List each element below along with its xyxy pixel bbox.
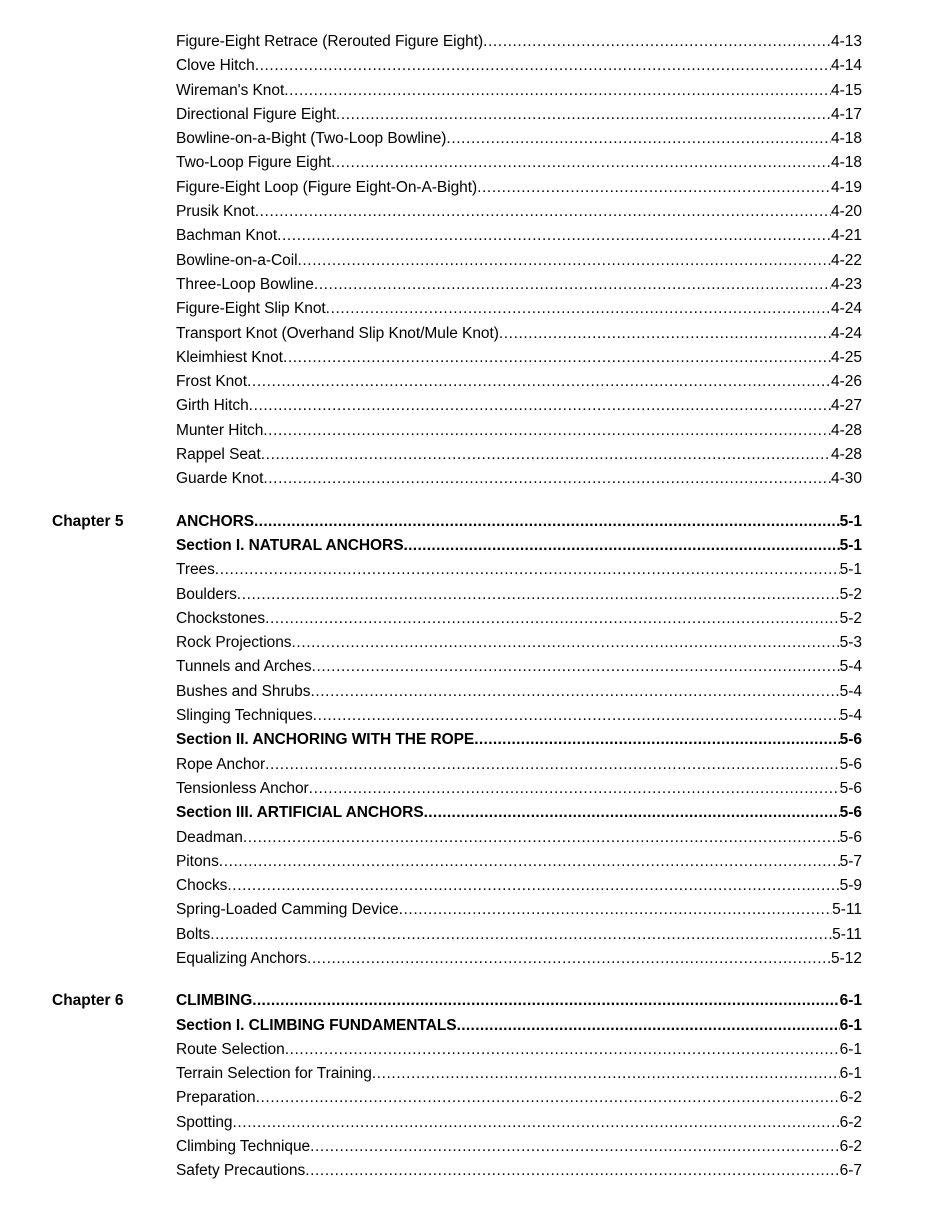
toc-page-number: 6-2 [839, 1138, 862, 1156]
leader-dots [399, 898, 833, 914]
toc-entry[interactable] [176, 322, 862, 346]
toc-entry[interactable] [176, 419, 862, 443]
leader-dots [372, 1062, 840, 1078]
leader-dots [310, 680, 839, 696]
toc-row[interactable] [52, 534, 862, 558]
toc-entry-title: Rock Projections [176, 634, 292, 652]
toc-entry[interactable] [176, 346, 862, 370]
toc-entry[interactable] [176, 297, 862, 321]
toc-row[interactable] [52, 989, 862, 1013]
toc-page-number: 5-12 [830, 949, 862, 967]
leader-dots [326, 297, 831, 313]
toc-row[interactable] [52, 370, 862, 394]
toc-row[interactable] [52, 30, 862, 54]
toc-entry-title: Wireman's Knot [176, 81, 285, 99]
leader-dots [219, 850, 840, 866]
toc-entry[interactable] [176, 655, 862, 679]
toc-page-number: 4-24 [830, 324, 862, 342]
leader-dots [297, 249, 830, 265]
toc-entry[interactable] [176, 30, 862, 54]
toc-row[interactable] [52, 850, 862, 874]
toc-page-number: 4-22 [830, 251, 862, 269]
toc-page-number: 5-4 [839, 658, 862, 676]
toc-page-number: 5-6 [839, 804, 862, 822]
leader-dots [477, 176, 831, 192]
toc-entry[interactable] [176, 680, 862, 704]
leader-dots [292, 631, 840, 647]
leader-dots [336, 103, 831, 119]
leader-dots [254, 510, 840, 526]
leader-dots [256, 1086, 840, 1102]
toc-entry-title: Two-Loop Figure Eight [176, 154, 331, 172]
toc-entry[interactable] [176, 777, 862, 801]
toc-entry[interactable] [176, 753, 862, 777]
toc-entry[interactable] [176, 923, 862, 947]
toc-row[interactable] [52, 1014, 862, 1038]
leader-dots [403, 534, 839, 550]
toc-row[interactable] [52, 607, 862, 631]
toc-entry[interactable] [176, 200, 862, 224]
leader-dots [263, 467, 831, 483]
toc-entry[interactable] [176, 631, 862, 655]
toc-page-number: 4-17 [830, 105, 862, 123]
toc-row[interactable] [52, 510, 862, 534]
toc-page-number: 4-25 [830, 348, 862, 366]
toc-row[interactable] [52, 419, 862, 443]
toc-row[interactable] [52, 1135, 862, 1159]
toc-page-number: 5-1 [839, 536, 862, 554]
toc-entry-title: Pitons [176, 852, 219, 870]
toc-entry-title: Kleimhiest Knot [176, 348, 283, 366]
leader-dots [314, 273, 831, 289]
leader-dots [446, 127, 831, 143]
toc-page-number: 6-1 [839, 992, 862, 1010]
leader-dots [255, 200, 831, 216]
leader-dots [309, 777, 840, 793]
toc-entry[interactable] [176, 224, 862, 248]
toc-entry-title: Tensionless Anchor [176, 779, 309, 797]
toc-entry-title: Rappel Seat [176, 446, 261, 464]
toc-page-number: 5-11 [832, 901, 862, 919]
toc-entry-title: Section III. ARTIFICIAL ANCHORS [176, 804, 424, 822]
toc-page-number: 4-28 [830, 446, 862, 464]
toc-entry-title: Rope Anchor [176, 755, 266, 773]
leader-dots [331, 151, 831, 167]
toc-entry[interactable] [176, 801, 862, 825]
toc-entry[interactable] [176, 79, 862, 103]
toc-page-number: 4-23 [830, 275, 862, 293]
toc-entry-title: Figure-Eight Retrace (Rerouted Figure Eight) [176, 33, 484, 50]
toc-entry[interactable] [176, 1062, 862, 1086]
toc-row[interactable] [52, 1086, 862, 1110]
toc-page-number: 4-28 [830, 421, 862, 439]
leader-dots [312, 655, 840, 671]
toc-entry-title: Girth Hitch [176, 397, 249, 415]
toc-page-number: 5-1 [839, 561, 862, 579]
toc-row[interactable] [52, 151, 862, 175]
toc-entry[interactable] [176, 1135, 862, 1159]
toc-row[interactable] [52, 1159, 862, 1183]
toc-entry-title: Terrain Selection for Training [176, 1065, 372, 1083]
toc-entry[interactable] [176, 534, 862, 558]
leader-dots [265, 753, 840, 769]
toc-entry-title: Bachman Knot [176, 227, 278, 245]
toc-entry-title: Safety Precautions [176, 1162, 306, 1180]
toc-page-number: 5-6 [839, 828, 862, 846]
toc-entry[interactable] [176, 443, 862, 467]
toc-row[interactable] [52, 801, 862, 825]
toc-page-number: 6-1 [839, 1065, 862, 1083]
toc-entry[interactable] [176, 54, 862, 78]
toc-row[interactable] [52, 631, 862, 655]
toc-row[interactable] [52, 655, 862, 679]
leader-dots [313, 704, 840, 720]
toc-entry-title: Preparation [176, 1089, 256, 1107]
toc-page-number: 6-7 [839, 1162, 862, 1180]
toc-row[interactable] [52, 583, 862, 607]
toc-page-number: 5-3 [839, 634, 862, 652]
toc-entry[interactable] [176, 127, 862, 151]
toc-row[interactable] [52, 704, 862, 728]
chapter-label: Chapter 5 [52, 512, 124, 530]
toc-entry[interactable] [176, 103, 862, 127]
toc-entry-title: Chocks [176, 877, 228, 895]
toc-entry-title: Bushes and Shrubs [176, 682, 311, 700]
leader-dots [263, 419, 831, 435]
toc-entry-title: Deadman [176, 828, 243, 846]
toc-entry[interactable] [176, 1111, 862, 1135]
toc-entry-title: Section I. CLIMBING FUNDAMENTALS [176, 1016, 457, 1034]
toc-page-number: 4-26 [830, 373, 862, 391]
toc-row[interactable] [52, 249, 862, 273]
leader-dots [265, 607, 840, 623]
toc-page-number: 4-19 [830, 178, 862, 196]
toc-entry-title: Transport Knot (Overhand Slip Knot/Mule Knot) [176, 324, 499, 342]
toc-row[interactable] [52, 558, 862, 582]
leader-dots [424, 801, 840, 817]
toc-entry[interactable] [176, 1159, 862, 1183]
toc-page-number: 5-4 [839, 707, 862, 725]
leader-dots [284, 79, 831, 95]
toc-page-number: 4-18 [830, 130, 862, 148]
chapter-label: Chapter 6 [52, 992, 124, 1010]
toc-entry-title: Figure-Eight Loop (Figure Eight-On-A-Bight) [176, 178, 478, 196]
toc-entry-title: Directional Figure Eight [176, 105, 336, 123]
toc-entry-title: Equalizing Anchors [176, 949, 307, 967]
toc-row[interactable] [52, 273, 862, 297]
leader-dots [255, 54, 831, 70]
toc-page-number: 5-4 [839, 682, 862, 700]
toc-entry-title: Bolts [176, 925, 211, 943]
toc-entry[interactable] [176, 874, 862, 898]
toc-row[interactable] [52, 467, 862, 491]
toc-entry[interactable] [176, 1014, 862, 1038]
toc-page-number: 5-9 [839, 877, 862, 895]
toc-entry[interactable] [176, 467, 862, 491]
toc-entry-title: Clove Hitch [176, 57, 255, 75]
toc-page-number: 4-24 [830, 300, 862, 318]
leader-dots [457, 1014, 840, 1030]
toc-page-number: 4-18 [830, 154, 862, 172]
toc-row[interactable] [52, 777, 862, 801]
leader-dots [247, 370, 831, 386]
toc-entry[interactable] [176, 394, 862, 418]
toc-entry-title: Trees [176, 561, 215, 579]
leader-dots [210, 923, 832, 939]
toc-page-number: 5-1 [839, 512, 862, 530]
toc-page-number: 5-2 [839, 585, 862, 603]
toc-page-number: 5-7 [839, 852, 862, 870]
leader-dots [285, 1038, 840, 1054]
leader-dots [483, 30, 831, 46]
toc-entry-title: Boulders [176, 585, 237, 603]
leader-dots [243, 826, 840, 842]
toc-row[interactable] [52, 200, 862, 224]
toc-entry[interactable] [176, 1086, 862, 1110]
toc-row[interactable] [52, 826, 862, 850]
leader-dots [283, 346, 831, 362]
toc-page-number: 4-15 [830, 81, 862, 99]
toc-row[interactable] [52, 103, 862, 127]
leader-dots [307, 947, 831, 963]
toc-entry-title: Route Selection [176, 1040, 285, 1058]
toc-entry[interactable] [176, 151, 862, 175]
toc-page-number: 5-6 [839, 755, 862, 773]
leader-dots [310, 1135, 840, 1151]
leader-dots [215, 558, 840, 574]
toc-row[interactable] [52, 176, 862, 200]
toc-entry[interactable] [176, 1038, 862, 1062]
toc-page-number: 5-6 [839, 779, 862, 797]
toc-page-number: 5-11 [832, 925, 862, 943]
toc-entry[interactable] [176, 728, 862, 752]
toc-entry[interactable] [176, 826, 862, 850]
toc-entry-title: Guarde Knot [176, 470, 264, 488]
toc-page-number: 6-1 [839, 1016, 862, 1034]
leader-dots [237, 583, 840, 599]
toc-entry[interactable] [176, 510, 862, 534]
toc-entry-title: Section II. ANCHORING WITH THE ROPE [176, 731, 475, 749]
toc-page-number: 6-2 [839, 1089, 862, 1107]
toc-row[interactable] [52, 728, 862, 752]
toc-entry-title: Section I. NATURAL ANCHORS [176, 536, 404, 554]
toc-entry-title: Bowline-on-a-Bight (Two-Loop Bowline) [176, 130, 447, 148]
toc-row[interactable] [52, 923, 862, 947]
leader-dots [252, 989, 839, 1005]
toc-entry[interactable] [176, 850, 862, 874]
toc-entry[interactable] [176, 583, 862, 607]
toc-entry[interactable] [176, 704, 862, 728]
toc-entry-title: Spring-Loaded Camming Device [176, 901, 399, 919]
toc-page-number: 6-2 [839, 1113, 862, 1131]
toc-entry[interactable] [176, 947, 862, 971]
leader-dots [474, 728, 839, 744]
toc-page-number: 5-2 [839, 609, 862, 627]
toc-entry-title: ANCHORS [176, 512, 255, 530]
toc-entry[interactable] [176, 249, 862, 273]
toc-entry-title: Climbing Technique [176, 1138, 311, 1156]
leader-dots [305, 1159, 839, 1175]
toc-row[interactable] [52, 898, 862, 922]
toc-entry-title: Prusik Knot [176, 203, 255, 221]
toc-entry-title: Figure-Eight Slip Knot [176, 300, 326, 318]
toc-page-number: 4-21 [830, 227, 862, 245]
leader-dots [499, 322, 831, 338]
leader-dots [227, 874, 839, 890]
leader-dots [261, 443, 831, 459]
toc-row[interactable] [52, 322, 862, 346]
toc-row[interactable] [52, 346, 862, 370]
toc-row[interactable] [52, 1038, 862, 1062]
toc-row[interactable] [52, 443, 862, 467]
toc-row[interactable] [52, 1111, 862, 1135]
toc-page-number: 4-20 [830, 203, 862, 221]
toc-row[interactable] [52, 874, 862, 898]
toc-row[interactable] [52, 1062, 862, 1086]
toc-page-number: 4-27 [830, 397, 862, 415]
toc-entry-title: Spotting [176, 1113, 233, 1131]
toc-entry-title: CLIMBING [176, 992, 253, 1010]
toc-entry-title: Frost Knot [176, 373, 247, 391]
toc-entry[interactable] [176, 176, 862, 200]
leader-dots [232, 1111, 839, 1127]
toc-row[interactable] [52, 394, 862, 418]
toc-entry-title: Tunnels and Arches [176, 658, 312, 676]
toc-row[interactable] [52, 224, 862, 248]
toc-page-number: 6-1 [839, 1040, 862, 1058]
toc-entry[interactable] [176, 607, 862, 631]
toc-page-number: 4-14 [830, 57, 862, 75]
toc-entry[interactable] [176, 558, 862, 582]
toc-row[interactable] [52, 127, 862, 151]
toc-entry-title: Chockstones [176, 609, 266, 627]
toc-page-number: 4-13 [830, 33, 862, 50]
toc-entry[interactable] [176, 370, 862, 394]
toc-entry-title: Slinging Techniques [176, 707, 313, 725]
leader-dots [277, 224, 831, 240]
toc-row[interactable] [52, 79, 862, 103]
table-of-contents-list [52, 30, 862, 1184]
toc-entry[interactable] [176, 898, 862, 922]
toc-entry[interactable] [176, 989, 862, 1013]
toc-row[interactable] [52, 54, 862, 78]
leader-dots [249, 394, 831, 410]
toc-entry-title: Bowline-on-a-Coil [176, 251, 298, 269]
toc-row[interactable] [52, 753, 862, 777]
toc-page-number: 5-6 [839, 731, 862, 749]
toc-entry-title: Three-Loop Bowline [176, 275, 314, 293]
toc-entry-title: Munter Hitch [176, 421, 264, 439]
toc-row[interactable] [52, 297, 862, 321]
toc-page-number: 4-30 [830, 470, 862, 488]
toc-entry[interactable] [176, 273, 862, 297]
toc-row[interactable] [52, 680, 862, 704]
toc-row[interactable] [52, 947, 862, 971]
